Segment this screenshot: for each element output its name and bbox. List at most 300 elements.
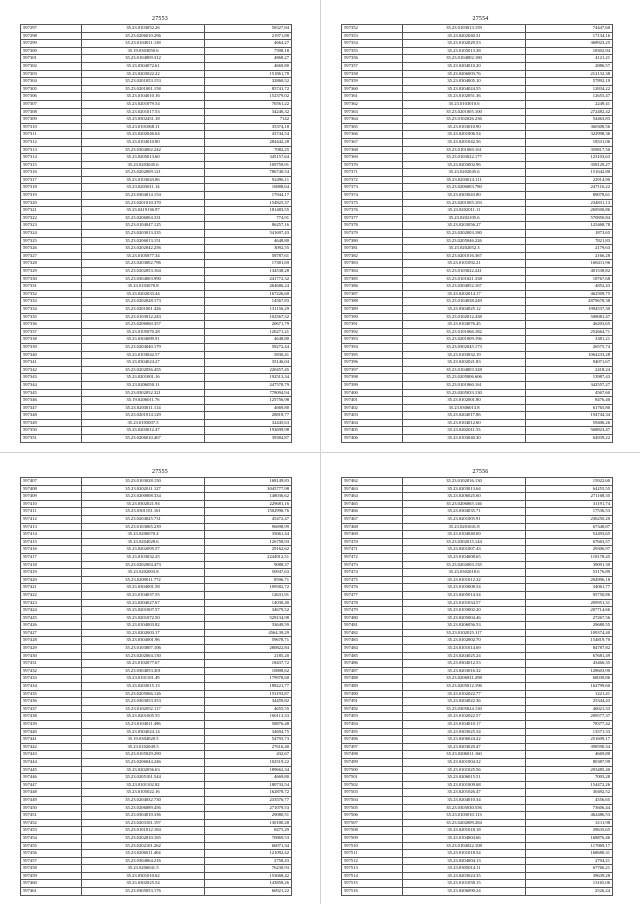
table-row	[21, 154, 292, 162]
value-cell: 58327,84	[205, 25, 292, 33]
table-row	[21, 721, 292, 729]
table-row	[21, 584, 292, 592]
value-cell: 58876,48	[205, 721, 292, 729]
record-id-cell: 597308	[21, 108, 82, 116]
value-cell: 167226,60	[205, 290, 292, 298]
value-cell: 269500,86	[526, 207, 613, 215]
value-cell: 2794,21	[526, 857, 613, 865]
record-id-cell: 597377	[342, 214, 403, 222]
value-cell: 39091,30	[526, 561, 613, 569]
record-id-cell: 597461	[21, 888, 82, 896]
record-id-cell: 597462	[342, 478, 403, 486]
table-row	[342, 389, 613, 397]
table-row	[21, 698, 292, 706]
record-id-cell: 597506	[342, 812, 403, 820]
table-row	[342, 131, 613, 139]
value-cell: 92496,11	[205, 176, 292, 184]
record-id-cell: 597387	[342, 290, 403, 298]
value-cell: 234831,13	[526, 199, 613, 207]
value-cell: 13987,43	[526, 374, 613, 382]
record-id-cell: 597380	[342, 237, 403, 245]
value-cell: 86257,16	[205, 222, 292, 230]
cadastral-number-cell: 35.23.0103010.6	[403, 100, 526, 108]
table-row	[21, 381, 292, 389]
table-row	[21, 328, 292, 336]
table-row	[342, 176, 613, 184]
record-id-cell: 597487	[342, 667, 403, 675]
cadastral-number-cell: 35.23.0206004.331	[82, 214, 205, 222]
record-id-cell: 597444	[21, 758, 82, 766]
cadastral-number-cell: 35.23.0203002.96	[403, 161, 526, 169]
cadastral-number-cell: 35.23.0206089.456	[82, 804, 205, 812]
value-cell: 27267,56	[526, 614, 613, 622]
record-id-cell: 597400	[342, 389, 403, 397]
cadastral-number-cell: 35.23.0101066.182	[403, 328, 526, 336]
record-id-cell: 597437	[21, 705, 82, 713]
record-id-cell: 597467	[342, 515, 403, 523]
record-id-cell: 597394	[342, 343, 403, 351]
table-row	[342, 576, 613, 584]
data-table	[341, 24, 613, 443]
table-row	[21, 645, 292, 653]
table-row	[21, 32, 292, 40]
value-cell: 52493,65	[526, 531, 613, 539]
table-row	[21, 161, 292, 169]
cadastral-number-cell: 35.23.0201009.196	[403, 336, 526, 344]
cadastral-number-cell: 35.23.0202033.44	[82, 290, 205, 298]
table-row	[342, 728, 613, 736]
record-id-cell: 597304	[21, 78, 82, 86]
record-id-cell: 597474	[342, 569, 403, 577]
value-cell: 13165,06	[526, 880, 613, 888]
value-cell: 123103,63	[526, 154, 613, 162]
table-row	[342, 47, 613, 55]
record-id-cell: 597371	[342, 169, 403, 177]
table-row	[21, 804, 292, 812]
table-row	[21, 214, 292, 222]
record-id-cell: 597435	[21, 690, 82, 698]
table-row	[21, 275, 292, 283]
cadastral-number-cell: 35.23.0204022.36	[403, 698, 526, 706]
table-row	[342, 743, 613, 751]
cadastral-number-cell: 35.23.0104011.496	[82, 721, 205, 729]
table-row	[21, 478, 292, 486]
record-id-cell: 597298	[21, 32, 82, 40]
table-row	[21, 485, 292, 493]
value-cell: 59406,26	[526, 419, 613, 427]
record-id-cell: 597408	[21, 485, 82, 493]
table-row	[342, 100, 613, 108]
table-row	[342, 298, 613, 306]
value-cell: 1873,65	[526, 230, 613, 238]
value-cell: 247578,79	[205, 381, 292, 389]
record-id-cell: 597403	[342, 412, 403, 420]
cadastral-number-cell: 35.23.0203022.22	[82, 70, 205, 78]
table-row	[21, 25, 292, 33]
value-cell: 398590,34	[526, 743, 613, 751]
value-cell: 66071,34	[205, 842, 292, 850]
cadastral-number-cell: 35.23.0104047.125	[82, 222, 205, 230]
cadastral-number-cell: 35.23.0306013.8	[403, 404, 526, 412]
value-cell: 64939,22	[526, 435, 613, 443]
cadastral-number-cell: 35.23.0202003.8	[82, 569, 205, 577]
value-cell: 2879678,38	[526, 298, 613, 306]
table-row	[342, 260, 613, 268]
cadastral-number-cell: 35.23.0202045.6	[403, 169, 526, 177]
value-cell: 209577,37	[526, 713, 613, 721]
record-id-cell: 597503	[342, 789, 403, 797]
table-row	[21, 389, 292, 397]
table-row	[342, 245, 613, 253]
value-cell: 13571,33	[526, 728, 613, 736]
table-row	[342, 252, 613, 260]
cadastral-number-cell: 35.23.0201005.100	[403, 108, 526, 116]
record-id-cell: 597405	[342, 427, 403, 435]
table-row	[21, 880, 292, 888]
cadastral-number-cell: 35.23.0105077.34	[82, 252, 205, 260]
value-cell: 34459,82	[205, 698, 292, 706]
value-cell: 76561,22	[205, 100, 292, 108]
value-cell: 28818,77	[205, 412, 292, 420]
record-id-cell: 597451	[21, 812, 82, 820]
record-id-cell: 597448	[21, 789, 82, 797]
cadastral-number-cell: 35.23.0304014.154	[82, 192, 205, 200]
value-cell: 126758,93	[205, 538, 292, 546]
table-row	[342, 667, 613, 675]
cadastral-number-cell: 35.23.0204040.179	[82, 343, 205, 351]
table-row	[21, 70, 292, 78]
table-row	[342, 351, 613, 359]
cadastral-number-cell: 35.23.0304035.71	[403, 508, 526, 516]
value-cell: 18531,06	[526, 138, 613, 146]
cadastral-number-cell: 35.23.0103022.177	[403, 154, 526, 162]
value-cell: 271079,53	[205, 804, 292, 812]
cadastral-number-cell: 35.23.0104012.60	[403, 419, 526, 427]
value-cell: 168876,46	[526, 834, 613, 842]
record-id-cell: 597453	[21, 827, 82, 835]
record-id-cell: 597385	[342, 275, 403, 283]
table-row	[342, 313, 613, 321]
record-id-cell: 597433	[21, 675, 82, 683]
document-page	[0, 452, 320, 904]
record-id-cell: 597383	[342, 260, 403, 268]
value-cell: 179978,60	[205, 675, 292, 683]
cadastral-number-cell: 35.23.0201016.367	[403, 252, 526, 260]
record-id-cell: 597449	[21, 796, 82, 804]
cadastral-number-cell: 35.23.0202046.64	[82, 131, 205, 139]
table-row	[21, 796, 292, 804]
cadastral-number-cell: 35.23.0202004.130	[82, 652, 205, 660]
value-cell: 2185,20	[205, 652, 292, 660]
value-cell: 102567,32	[205, 313, 292, 321]
cadastral-number-cell: 35.23.0302025.54	[82, 880, 205, 888]
cadastral-number-cell: 35.23.0103007.106	[82, 645, 205, 653]
document-page	[0, 0, 320, 452]
table-row	[21, 607, 292, 615]
table-row	[342, 774, 613, 782]
value-cell: 85741,72	[205, 85, 292, 93]
table-row	[21, 138, 292, 146]
table-row	[342, 336, 613, 344]
record-id-cell: 597478	[342, 599, 403, 607]
cadastral-number-cell: 35.23.0304001.96	[82, 637, 205, 645]
table-row	[21, 500, 292, 508]
record-id-cell: 597511	[342, 850, 403, 858]
table-row	[21, 888, 292, 896]
record-id-cell: 597330	[21, 275, 82, 283]
table-row	[342, 478, 613, 486]
value-cell: 67663,57	[526, 538, 613, 546]
record-id-cell: 597317	[21, 176, 82, 184]
record-id-cell: 597370	[342, 161, 403, 169]
record-id-cell: 597458	[21, 865, 82, 873]
value-cell: 8475,29	[205, 827, 292, 835]
page-number: 27555	[152, 469, 168, 475]
record-id-cell: 597422	[21, 591, 82, 599]
value-cell: 529134,98	[205, 614, 292, 622]
cadastral-number-cell: 35.23.0202011.11	[403, 207, 526, 215]
record-id-cell: 597438	[21, 713, 82, 721]
cadastral-number-cell: 35.23.0304052.167	[403, 283, 526, 291]
value-cell: 4669,80	[205, 62, 292, 70]
record-id-cell: 597390	[342, 313, 403, 321]
cadastral-number-cell: 35.23.0205012.196	[403, 683, 526, 691]
table-row	[342, 500, 613, 508]
cadastral-number-cell: 35.23.0203045.6	[82, 161, 205, 169]
data-table	[20, 24, 292, 443]
cadastral-number-cell: 35.23.0103042.57	[82, 351, 205, 359]
record-id-cell: 597302	[21, 62, 82, 70]
cadastral-number-cell: 35.23.0101034.57	[403, 599, 526, 607]
table-row	[21, 812, 292, 820]
cadastral-number-cell: 35.23.0202095.57	[82, 546, 205, 554]
record-id-cell: 597402	[342, 404, 403, 412]
record-id-cell: 597352	[342, 25, 403, 33]
value-cell: 1994537,30	[526, 305, 613, 313]
record-id-cell: 597480	[342, 614, 403, 622]
record-id-cell: 597497	[342, 743, 403, 751]
value-cell: 134538,28	[205, 268, 292, 276]
table-row	[342, 435, 613, 443]
cadastral-number-cell: 35.23.0103032.19	[403, 351, 526, 359]
cadastral-number-cell: 35.23.0104011.138	[82, 40, 205, 48]
table-row	[21, 652, 292, 660]
table-row	[342, 683, 613, 691]
cadastral-number-cell: 35.23.0304001.58	[82, 584, 205, 592]
table-row	[342, 766, 613, 774]
cadastral-number-cell: 35.23.0105029.290	[82, 751, 205, 759]
record-id-cell: 597322	[21, 214, 82, 222]
record-id-cell: 597412	[21, 515, 82, 523]
value-cell: 368923,25	[526, 40, 613, 48]
table-row	[342, 591, 613, 599]
value-cell: 54793,73	[205, 736, 292, 744]
cadastral-number-cell: 35.23.0102022.77	[403, 690, 526, 698]
table-row	[21, 85, 292, 93]
record-id-cell: 597366	[342, 131, 403, 139]
cadastral-number-cell: 35.23.0304024.14	[82, 728, 205, 736]
value-cell: 8596,71	[205, 576, 292, 584]
value-cell: 774,91	[205, 214, 292, 222]
value-cell: 12834,22	[526, 85, 613, 93]
table-row	[342, 857, 613, 865]
record-id-cell: 597491	[342, 698, 403, 706]
record-id-cell: 597310	[21, 123, 82, 131]
cadastral-number-cell: 35.23.0201005.91	[403, 515, 526, 523]
cadastral-number-cell: 35.23.0101021.338	[403, 275, 526, 283]
record-id-cell: 597391	[342, 321, 403, 329]
record-id-cell: 597368	[342, 146, 403, 154]
record-id-cell: 597481	[342, 622, 403, 630]
table-row	[342, 359, 613, 367]
record-id-cell: 597498	[342, 751, 403, 759]
table-row	[342, 538, 613, 546]
record-id-cell: 597359	[342, 78, 403, 86]
cadastral-number-cell: 35.23.0202021.83	[403, 359, 526, 367]
table-row	[342, 321, 613, 329]
record-id-cell: 597445	[21, 766, 82, 774]
cadastral-number-cell: 35.23.0204025.731	[82, 515, 205, 523]
value-cell: 207714,66	[526, 607, 613, 615]
table-row	[21, 599, 292, 607]
cadastral-number-cell: 35.23.0201042.56	[403, 138, 526, 146]
table-row	[342, 531, 613, 539]
value-cell: 95750,86	[526, 591, 613, 599]
record-id-cell: 597504	[342, 796, 403, 804]
value-cell: 29162,62	[205, 546, 292, 554]
cadastral-number-cell: 35.23.0206011.160	[403, 751, 526, 759]
value-cell: 570850,84	[526, 214, 613, 222]
record-id-cell: 597356	[342, 55, 403, 63]
value-cell: 26575,74	[526, 343, 613, 351]
value-cell: 2249,41	[526, 100, 613, 108]
record-id-cell: 597315	[21, 161, 82, 169]
table-row	[21, 176, 292, 184]
value-cell: 284442,28	[205, 138, 292, 146]
table-row	[21, 660, 292, 668]
value-cell: 30492,52	[526, 789, 613, 797]
record-id-cell: 597431	[21, 660, 82, 668]
cadastral-number-cell: 35.23.0206013.151	[82, 237, 205, 245]
table-row	[21, 736, 292, 744]
value-cell: 786740,54	[205, 169, 292, 177]
record-id-cell: 597440	[21, 728, 82, 736]
table-row	[21, 531, 292, 539]
record-id-cell: 597364	[342, 116, 403, 124]
value-cell: 58787,61	[205, 252, 292, 260]
record-id-cell: 597363	[342, 108, 403, 116]
record-id-cell: 597351	[21, 435, 82, 443]
cadastral-number-cell: 35.23.0419136.97	[82, 207, 205, 215]
cadastral-number-cell: 35.23.0204024.55	[403, 85, 526, 93]
value-cell: 39635,65	[526, 827, 613, 835]
cadastral-number-cell: 35.23.0105070.28	[82, 328, 205, 336]
value-cell: 17381,69	[205, 260, 292, 268]
value-cell: 12631,91	[205, 591, 292, 599]
table-row	[21, 123, 292, 131]
table-row	[21, 169, 292, 177]
value-cell: 2886,57	[526, 62, 613, 70]
document-page	[320, 0, 640, 452]
value-cell: 189662,34	[205, 766, 292, 774]
record-id-cell: 597442	[21, 743, 82, 751]
record-id-cell: 597485	[342, 652, 403, 660]
table-row	[342, 523, 613, 531]
cadastral-number-cell: 35.23.0201079.54	[82, 100, 205, 108]
table-row	[21, 569, 292, 577]
value-cell: 67348,87	[526, 523, 613, 531]
value-cell: 3045777,98	[205, 485, 292, 493]
cadastral-number-cell: 35.23.0104004.66	[403, 834, 526, 842]
value-cell: 12655,47	[526, 93, 613, 101]
cadastral-number-cell: 35.23.0304003.990	[82, 275, 205, 283]
cadastral-number-cell: 35.23.0201014.129	[82, 412, 205, 420]
cadastral-number-cell: 35.23.0203015.13	[82, 683, 205, 691]
cadastral-number-cell: 35.23.0203016.32	[403, 667, 526, 675]
cadastral-number-cell: 35.19.0206011.76	[82, 397, 205, 405]
table-row	[342, 275, 613, 283]
cadastral-number-cell: 35.23.0202056.63	[82, 766, 205, 774]
record-id-cell: 597482	[342, 629, 403, 637]
cadastral-number-cell: 35.23.0201041.8	[403, 523, 526, 531]
cadastral-number-cell: 35.23.0103010.113	[403, 812, 526, 820]
table-row	[21, 743, 292, 751]
value-cell: 10808,62	[205, 667, 292, 675]
record-id-cell: 597455	[21, 842, 82, 850]
value-cell: 53176,89	[526, 569, 613, 577]
table-row	[21, 591, 292, 599]
value-cell: 128603,90	[526, 667, 613, 675]
value-cell: 778094,94	[205, 389, 292, 397]
value-cell: 209951,31	[526, 599, 613, 607]
value-cell: 220457,45	[205, 366, 292, 374]
record-id-cell: 597379	[342, 230, 403, 238]
record-id-cell: 597476	[342, 584, 403, 592]
table-row	[21, 683, 292, 691]
cadastral-number-cell: 35.23.0304005.10	[403, 78, 526, 86]
record-id-cell: 597407	[21, 478, 82, 486]
value-cell: 251609,17	[526, 736, 613, 744]
record-id-cell: 597452	[21, 819, 82, 827]
record-id-cell: 597328	[21, 260, 82, 268]
record-id-cell: 597486	[342, 660, 403, 668]
value-cell: 4669,80	[526, 751, 613, 759]
cadastral-number-cell: 35.23.0203002.796	[82, 260, 205, 268]
record-id-cell: 597399	[342, 381, 403, 389]
cadastral-number-cell: 35.23.0102015.117	[403, 629, 526, 637]
table-row	[21, 850, 292, 858]
value-cell: 35374,18	[205, 123, 292, 131]
table-row	[342, 834, 613, 842]
value-cell: 229681,16	[205, 500, 292, 508]
cadastral-number-cell: 35.23.0204032.730	[82, 796, 205, 804]
record-id-cell: 597457	[21, 857, 82, 865]
cadastral-number-cell: 35.23.0102001.80	[403, 397, 526, 405]
cadastral-number-cell: 35.23.0104010.16	[82, 93, 205, 101]
table-row	[342, 736, 613, 744]
value-cell: 359817,50	[526, 146, 613, 154]
value-cell: 153668,42	[205, 872, 292, 880]
cadastral-number-cell: 35.23.0301101.161	[82, 508, 205, 516]
table-row	[342, 508, 613, 516]
cadastral-number-cell: 35.23.0202040.31	[403, 32, 526, 40]
table-row	[342, 842, 613, 850]
cadastral-number-cell: 35.23.0302045.173	[403, 343, 526, 351]
cadastral-number-cell: 35.23.0202011.53	[403, 427, 526, 435]
value-cell: 96698,99	[205, 523, 292, 531]
table-row	[342, 427, 613, 435]
value-cell: 121092,42	[205, 850, 292, 858]
